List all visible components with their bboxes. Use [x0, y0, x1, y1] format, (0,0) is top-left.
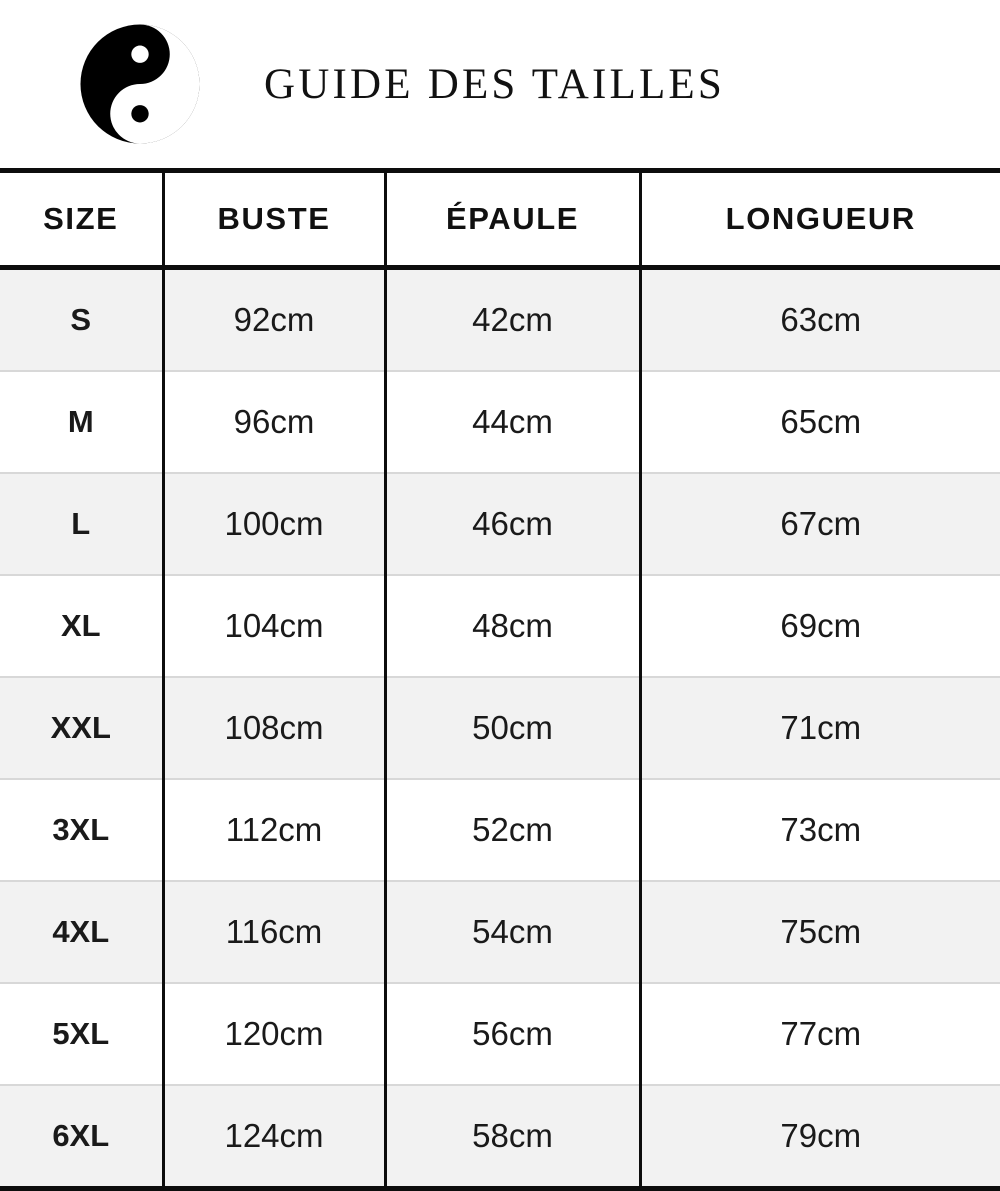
table-row — [0, 677, 1000, 779]
cell-size: 4XL — [0, 881, 163, 983]
table-row — [0, 881, 1000, 983]
page-title: GUIDE DES TAILLES — [264, 60, 726, 108]
cell-buste: 100cm — [163, 473, 385, 575]
cell-size: 3XL — [0, 779, 163, 881]
cell-buste: 108cm — [163, 677, 385, 779]
cell-longueur: 79cm — [640, 1085, 1000, 1186]
column-header-longueur: LONGUEUR — [640, 173, 1000, 268]
cell-epaule: 54cm — [385, 881, 640, 983]
table-row — [0, 371, 1000, 473]
cell-buste: 112cm — [163, 779, 385, 881]
size-table-container — [0, 168, 1000, 1191]
column-header-size: SIZE — [0, 173, 163, 268]
cell-longueur: 65cm — [640, 371, 1000, 473]
cell-epaule: 56cm — [385, 983, 640, 1085]
cell-epaule: 44cm — [385, 371, 640, 473]
column-header-buste: BUSTE — [163, 173, 385, 268]
cell-longueur: 73cm — [640, 779, 1000, 881]
table-row — [0, 473, 1000, 575]
cell-size: XXL — [0, 677, 163, 779]
cell-epaule: 42cm — [385, 268, 640, 372]
table-row — [0, 575, 1000, 677]
cell-longueur: 69cm — [640, 575, 1000, 677]
cell-buste: 120cm — [163, 983, 385, 1085]
cell-size: L — [0, 473, 163, 575]
table-header-row — [0, 173, 1000, 268]
table-row — [0, 983, 1000, 1085]
cell-epaule: 46cm — [385, 473, 640, 575]
cell-longueur: 63cm — [640, 268, 1000, 372]
cell-buste: 116cm — [163, 881, 385, 983]
cell-buste: 124cm — [163, 1085, 385, 1186]
cell-epaule: 50cm — [385, 677, 640, 779]
page-header — [0, 0, 1000, 168]
table-header — [0, 173, 1000, 268]
cell-epaule: 58cm — [385, 1085, 640, 1186]
yin-yang-icon — [78, 22, 202, 146]
cell-epaule: 48cm — [385, 575, 640, 677]
cell-size: S — [0, 268, 163, 372]
cell-buste: 104cm — [163, 575, 385, 677]
cell-longueur: 75cm — [640, 881, 1000, 983]
cell-size: 6XL — [0, 1085, 163, 1186]
cell-longueur: 71cm — [640, 677, 1000, 779]
size-table — [0, 173, 1000, 1186]
table-body — [0, 268, 1000, 1187]
table-row — [0, 1085, 1000, 1186]
table-row — [0, 268, 1000, 372]
cell-epaule: 52cm — [385, 779, 640, 881]
table-row — [0, 779, 1000, 881]
column-header-epaule: ÉPAULE — [385, 173, 640, 268]
cell-size: XL — [0, 575, 163, 677]
cell-buste: 92cm — [163, 268, 385, 372]
cell-buste: 96cm — [163, 371, 385, 473]
cell-size: 5XL — [0, 983, 163, 1085]
cell-longueur: 67cm — [640, 473, 1000, 575]
cell-size: M — [0, 371, 163, 473]
cell-longueur: 77cm — [640, 983, 1000, 1085]
